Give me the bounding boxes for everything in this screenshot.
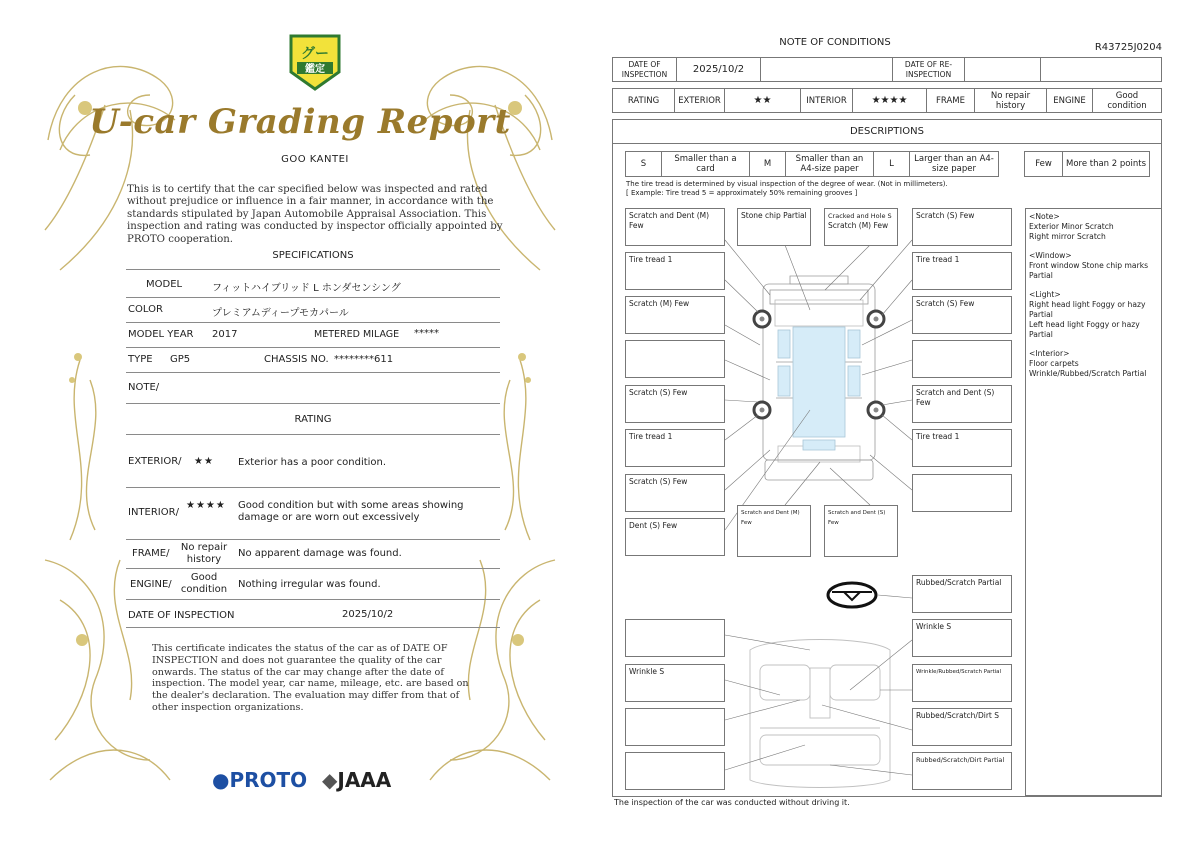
color-label: COLOR bbox=[128, 304, 163, 315]
frame-value: No repair history bbox=[975, 89, 1047, 113]
legend-code-m: M bbox=[750, 152, 786, 177]
damage-box-right-7 bbox=[912, 474, 1012, 512]
interior-box-right-5: Rubbed/Scratch/Dirt Partial bbox=[912, 752, 1012, 790]
tire-tread-note: The tire tread is determined by visual inspection of the degree of wear. (Not in millimeters). [ Example: Tire tread 5 = approximately 50% remaining grooves ] bbox=[626, 180, 948, 197]
damage-box-left-6: Tire tread 1 bbox=[625, 429, 725, 467]
conditions-title: NOTE OF CONDITIONS bbox=[779, 37, 891, 48]
exterior-label: EXTERIOR/ bbox=[128, 456, 182, 467]
inspection-disclaimer: The inspection of the car was conducted without driving it. bbox=[614, 798, 850, 807]
goo-kantei-badge bbox=[287, 32, 343, 92]
report-id: R43725J0204 bbox=[1094, 42, 1162, 53]
interior-stars: ★★★★ bbox=[186, 500, 226, 511]
damage-box-left-4 bbox=[625, 340, 725, 378]
frame-value: No repair history bbox=[180, 542, 228, 565]
interior-desc: Good condition but with some areas showing damage or are worn out excessively bbox=[238, 500, 464, 523]
engine-value: Good condition bbox=[1093, 89, 1162, 113]
engine-desc: Nothing irregular was found. bbox=[238, 579, 381, 590]
damage-box-bottom-2: Scratch and Dent (S) Few bbox=[824, 505, 898, 557]
damage-box-left-7: Scratch (S) Few bbox=[625, 474, 725, 512]
date-value: 2025/10/2 bbox=[342, 609, 394, 620]
interior-box-left-2: Wrinkle S bbox=[625, 664, 725, 702]
legend-text-m: Smaller than an A4-size paper bbox=[786, 152, 874, 177]
date-reinspection-label: DATE OF RE-INSPECTION bbox=[893, 58, 965, 82]
damage-box-top-2: Cracked and Hole S Scratch (M) Few bbox=[824, 208, 898, 246]
type-row bbox=[126, 348, 500, 373]
legend-text-few: More than 2 points bbox=[1063, 152, 1150, 177]
proto-logo: ●PROTO bbox=[212, 768, 308, 792]
date-inspection-value: 2025/10/2 bbox=[677, 58, 761, 82]
type-label: TYPE bbox=[128, 354, 153, 365]
damage-box-top-1: Stone chip Partial bbox=[737, 208, 811, 246]
damage-box-left-3: Scratch (M) Few bbox=[625, 296, 725, 334]
damage-box-left-8: Dent (S) Few bbox=[625, 518, 725, 556]
engine-label: ENGINE bbox=[1047, 89, 1093, 113]
interior-label: INTERIOR bbox=[801, 89, 853, 113]
chassis-value: ********611 bbox=[334, 354, 394, 365]
interior-label: INTERIOR/ bbox=[128, 507, 179, 518]
note-label: NOTE/ bbox=[128, 382, 160, 393]
steering-wheel-icon bbox=[828, 583, 876, 607]
type-value: GP5 bbox=[170, 354, 191, 365]
interior-box-right-4: Rubbed/Scratch/Dirt S bbox=[912, 708, 1012, 746]
interior-box-right-1: Rubbed/Scratch Partial bbox=[912, 575, 1012, 613]
legend-code-s: S bbox=[626, 152, 662, 177]
interior-box-left-3 bbox=[625, 708, 725, 746]
color-value: プレミアムディープモカパール bbox=[212, 308, 349, 319]
certificate-subtitle: GOO KANTEI bbox=[281, 154, 349, 165]
model-label: MODEL bbox=[146, 279, 183, 290]
metered-milage-value: ***** bbox=[414, 328, 439, 339]
chassis-label: CHASSIS NO. bbox=[264, 354, 329, 365]
rating-label: RATING bbox=[613, 89, 675, 113]
note-of-conditions-sheet bbox=[600, 0, 1200, 848]
damage-box-right-6: Tire tread 1 bbox=[912, 429, 1012, 467]
svg-text:グー: グー bbox=[301, 46, 329, 62]
rating-heading: RATING bbox=[294, 414, 332, 425]
legend-text-l: Larger than an A4-size paper bbox=[910, 152, 999, 177]
certificate-footer: This certificate indicates the status of the car as of DATE OF INSPECTION and does not guarantee the quality of the car onwards. The status of the car may change after the date of inspection. The model year, car name, mileage, etc. are based on the dealer's declaration. The evaluation may differ from that of other inspection organizations. bbox=[152, 643, 469, 713]
interior-box-left-4 bbox=[625, 752, 725, 790]
engine-label: ENGINE/ bbox=[130, 579, 172, 590]
exterior-stars: ★★ bbox=[725, 89, 801, 113]
damage-box-left-1: Scratch and Dent (M) Few bbox=[625, 208, 725, 246]
model-year-row bbox=[126, 323, 500, 348]
color-row bbox=[126, 298, 500, 323]
interior-box-left-1 bbox=[625, 619, 725, 657]
frame-label: FRAME/ bbox=[132, 548, 170, 559]
interior-row bbox=[126, 488, 500, 540]
damage-box-right-3: Scratch (S) Few bbox=[912, 296, 1012, 334]
metered-milage-label: METERED MILAGE bbox=[314, 329, 400, 340]
engine-row bbox=[126, 569, 500, 600]
model-year-value: 2017 bbox=[212, 329, 238, 340]
damage-box-bottom-1: Scratch and Dent (M) Few bbox=[737, 505, 811, 557]
damage-box-right-4 bbox=[912, 340, 1012, 378]
note-section-general: <Note> Exterior Minor Scratch Right mirror Scratch bbox=[1029, 212, 1114, 241]
legend-code-l: L bbox=[874, 152, 910, 177]
jaaa-logo: ◆JAAA bbox=[322, 768, 392, 792]
certificate-title: U-car Grading Report bbox=[89, 102, 511, 142]
frame-label: FRAME bbox=[927, 89, 975, 113]
damage-box-left-2: Tire tread 1 bbox=[625, 252, 725, 290]
exterior-row bbox=[126, 436, 500, 488]
model-row bbox=[126, 271, 500, 298]
damage-box-right-5: Scratch and Dent (S) Few bbox=[912, 385, 1012, 423]
note-section-window: <Window> Front window Stone chip marks Partial bbox=[1029, 251, 1149, 280]
certificate-intro: This is to certify that the car specified below was inspected and rated without prejudice or influence in a fair manner, in accordance with the standards stipulated by Japan Automobile Appraisal Association. This inspection and rating was conducted by inspector officially appointed by PROTO cooperation. bbox=[127, 184, 503, 245]
note-section-light: <Light> Right head light Foggy or hazy Partial Left head light Foggy or hazy Partial bbox=[1029, 290, 1146, 339]
date-row bbox=[126, 600, 500, 628]
interior-stars: ★★★★ bbox=[853, 89, 927, 113]
legend-text-s: Smaller than a card bbox=[662, 152, 750, 177]
date-inspection-label: DATE OF INSPECTION bbox=[613, 58, 677, 82]
note-row bbox=[126, 373, 500, 404]
exterior-label: EXTERIOR bbox=[675, 89, 725, 113]
condition-notes bbox=[1025, 208, 1162, 796]
legend-code-few: Few bbox=[1025, 152, 1063, 177]
interior-box-right-2: Wrinkle S bbox=[912, 619, 1012, 657]
frame-desc: No apparent damage was found. bbox=[238, 548, 402, 559]
svg-text:鑑定: 鑑定 bbox=[305, 64, 325, 75]
exterior-desc: Exterior has a poor condition. bbox=[238, 457, 387, 468]
engine-value: Good condition bbox=[180, 572, 228, 595]
model-value: フィットハイブリッド L ホンダセンシング bbox=[212, 283, 401, 294]
interior-box-right-3: Wrinkle/Rubbed/Scratch Partial bbox=[912, 664, 1012, 702]
frame-row bbox=[126, 540, 500, 569]
descriptions-heading: DESCRIPTIONS bbox=[612, 119, 1162, 144]
specifications-heading: SPECIFICATIONS bbox=[272, 250, 354, 261]
exterior-stars: ★★ bbox=[194, 456, 214, 467]
damage-box-right-1: Scratch (S) Few bbox=[912, 208, 1012, 246]
model-year-label: MODEL YEAR bbox=[128, 329, 194, 340]
date-label: DATE OF INSPECTION bbox=[128, 610, 235, 621]
note-section-interior: <Interior> Floor carpets Wrinkle/Rubbed/Scratch Partial bbox=[1029, 349, 1147, 378]
damage-box-right-2: Tire tread 1 bbox=[912, 252, 1012, 290]
damage-box-left-5: Scratch (S) Few bbox=[625, 385, 725, 423]
